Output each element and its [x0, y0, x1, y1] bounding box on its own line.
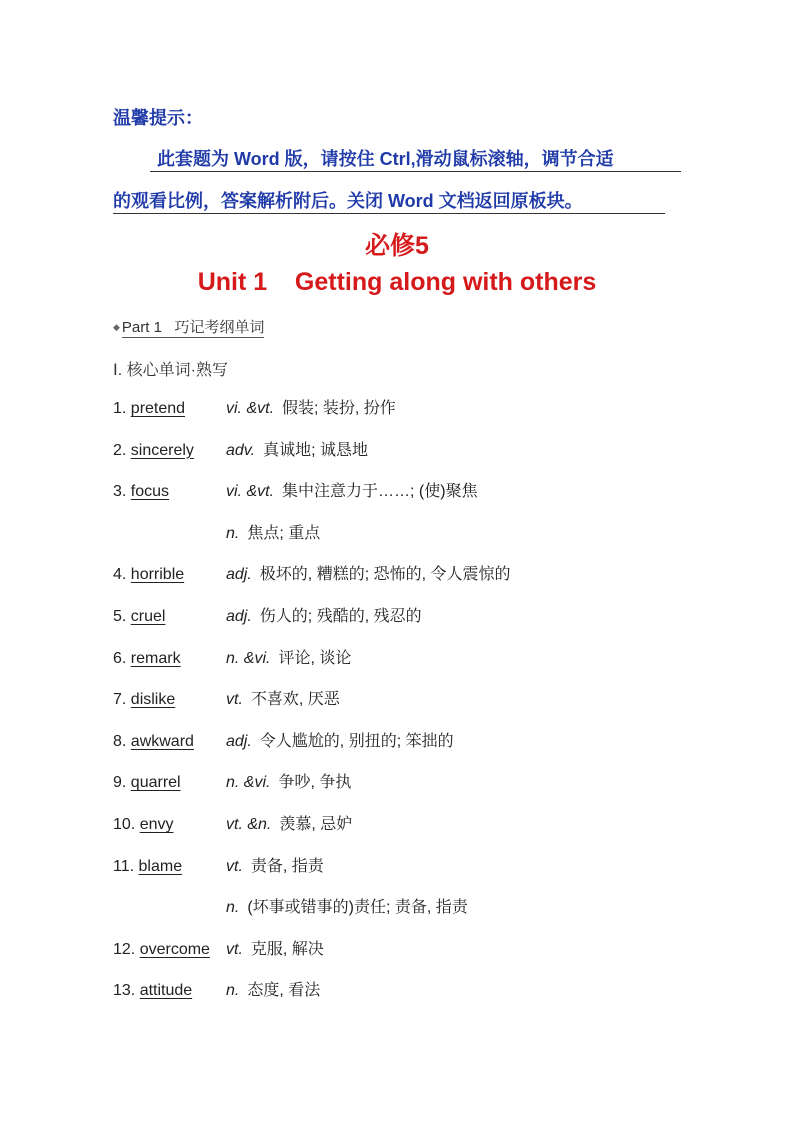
- vocab-row: [113, 523, 713, 565]
- vocab-word: overcome: [139, 940, 210, 958]
- vocab-definition: [226, 731, 454, 753]
- vocab-definition: [226, 980, 320, 1002]
- part-of-speech: n. &vi.: [226, 774, 271, 792]
- vocab-meaning: 真诚地; 诚恳地: [263, 441, 368, 459]
- vocab-word: awkward: [130, 732, 194, 750]
- vocab-entry: [113, 481, 169, 503]
- vocab-definition: [226, 856, 324, 878]
- vocab-word: remark: [130, 649, 181, 667]
- part-of-speech: n.: [226, 982, 240, 1000]
- vocab-number: 2.: [113, 441, 127, 459]
- part-of-speech: n.: [226, 899, 240, 917]
- part-of-speech: n.: [226, 524, 240, 542]
- part-of-speech: adv.: [226, 441, 256, 459]
- vocab-entry: [113, 980, 192, 1002]
- vocab-number: 11.: [113, 857, 135, 875]
- vocab-meaning: 克服, 解决: [250, 940, 324, 958]
- part-label: Part 1: [121, 319, 162, 336]
- part-of-speech: vt.: [226, 691, 243, 709]
- vocab-entry: [113, 440, 194, 462]
- vocab-number: 12.: [113, 940, 136, 958]
- vocab-meaning: 集中注意力于……; (使)聚焦: [282, 483, 478, 501]
- vocab-list: [113, 398, 713, 1022]
- notice-line-1: 此套题为 Word 版，请按住 Ctrl,滑动鼠标滚轴，调节合适: [157, 149, 614, 169]
- vocab-meaning: 评论, 谈论: [278, 649, 352, 667]
- vocab-row: [113, 606, 713, 648]
- vocab-definition: [226, 939, 324, 961]
- vocab-entry: [113, 856, 182, 878]
- vocab-number: 4.: [113, 566, 127, 584]
- vocab-meaning: 令人尴尬的, 别扭的; 笨拙的: [259, 732, 454, 750]
- vocab-definition: [226, 689, 340, 711]
- vocab-number: 5.: [113, 607, 127, 625]
- vocab-row: [113, 689, 713, 731]
- vocab-row: [113, 772, 713, 814]
- vocab-entry: [113, 398, 185, 420]
- part-of-speech: n. &vi.: [226, 649, 271, 667]
- vocab-row: [113, 980, 713, 1022]
- vocab-row: [113, 398, 713, 440]
- vocab-row: [113, 440, 713, 482]
- part-of-speech: adj.: [226, 732, 252, 750]
- vocab-meaning: 不喜欢, 厌恶: [250, 691, 340, 709]
- part-of-speech: vi. &vt.: [226, 483, 275, 501]
- vocab-row: [113, 856, 713, 898]
- vocab-word: sincerely: [130, 441, 194, 459]
- vocab-entry: [113, 939, 210, 961]
- vocab-word: dislike: [130, 691, 176, 709]
- notice-underline-2: [113, 213, 665, 214]
- vocab-number: 10.: [113, 815, 136, 833]
- part-of-speech: adj.: [226, 607, 252, 625]
- part-of-speech: adj.: [226, 566, 252, 584]
- vocab-word: blame: [138, 857, 183, 875]
- vocab-meaning: 焦点; 重点: [247, 524, 321, 542]
- vocab-row: [113, 564, 713, 606]
- vocab-row: [113, 897, 713, 939]
- vocab-entry: [113, 814, 174, 836]
- part-heading-text: [122, 319, 265, 338]
- part-of-speech: vt. &n.: [226, 815, 272, 833]
- vocab-meaning: 假装; 装扮, 扮作: [282, 400, 396, 417]
- vocab-entry: [113, 564, 184, 586]
- vocab-entry: [113, 648, 181, 670]
- vocab-word: focus: [130, 483, 170, 501]
- vocab-definition: [226, 481, 478, 503]
- vocab-meaning: 责备, 指责: [250, 857, 324, 875]
- vocab-word: cruel: [130, 607, 166, 625]
- vocab-meaning: 羡慕, 忌妒: [279, 815, 353, 833]
- vocab-meaning: 极坏的, 糟糕的; 恐怖的, 令人震惊的: [259, 566, 511, 584]
- vocab-definition: [226, 398, 396, 420]
- vocab-word: quarrel: [130, 774, 181, 792]
- vocab-row: [113, 939, 713, 981]
- vocab-entry: [113, 689, 175, 711]
- notice-line-2: 的观看比例，答案解析附后。关闭 Word 文档返回原板块。: [113, 191, 583, 211]
- notice-underline-1: [150, 171, 681, 172]
- vocab-meaning: 伤人的; 残酷的, 残忍的: [259, 607, 422, 625]
- vocab-meaning: (坏事或错事的)责任; 责备, 指责: [247, 899, 468, 917]
- vocab-word: envy: [139, 815, 174, 833]
- part-heading: [113, 316, 264, 337]
- vocab-definition: [226, 606, 422, 628]
- part-of-speech: vt.: [226, 940, 243, 958]
- vocab-number: 1.: [113, 400, 127, 417]
- vocab-definition: [226, 440, 368, 462]
- book-title: 必修5: [365, 232, 429, 260]
- vocab-row: [113, 481, 713, 523]
- vocab-number: 8.: [113, 732, 127, 750]
- vocab-definition: [226, 897, 468, 919]
- part-title: 巧记考纲单词: [174, 319, 265, 336]
- vocab-definition: [226, 772, 351, 794]
- vocab-entry: [113, 606, 165, 628]
- unit-title: Unit 1 Getting along with others: [197, 268, 597, 296]
- vocab-word: horrible: [130, 566, 185, 584]
- vocab-definition: [226, 523, 320, 545]
- vocab-row: [113, 648, 713, 690]
- vocab-meaning: 态度, 看法: [247, 982, 321, 1000]
- vocab-definition: [226, 648, 351, 670]
- vocab-number: 9.: [113, 774, 127, 792]
- vocab-entry: [113, 772, 181, 794]
- part-of-speech: vt.: [226, 857, 243, 875]
- vocab-number: 6.: [113, 649, 127, 667]
- vocab-number: 3.: [113, 483, 127, 501]
- diamond-icon: ◆: [113, 322, 120, 332]
- vocab-word: attitude: [139, 982, 193, 1000]
- vocab-word: pretend: [130, 400, 186, 417]
- vocab-definition: [226, 564, 510, 586]
- vocab-row: [113, 731, 713, 773]
- section-heading: Ⅰ. 核心单词·熟写: [113, 362, 228, 379]
- vocab-meaning: 争吵, 争执: [278, 774, 352, 792]
- vocab-number: 13.: [113, 982, 136, 1000]
- vocab-row: [113, 814, 713, 856]
- vocab-number: 7.: [113, 691, 127, 709]
- part-of-speech: vi. &vt.: [226, 400, 275, 417]
- vocab-definition: [226, 814, 352, 836]
- vocab-entry: [113, 731, 194, 753]
- notice-title: 温馨提示：: [113, 108, 203, 128]
